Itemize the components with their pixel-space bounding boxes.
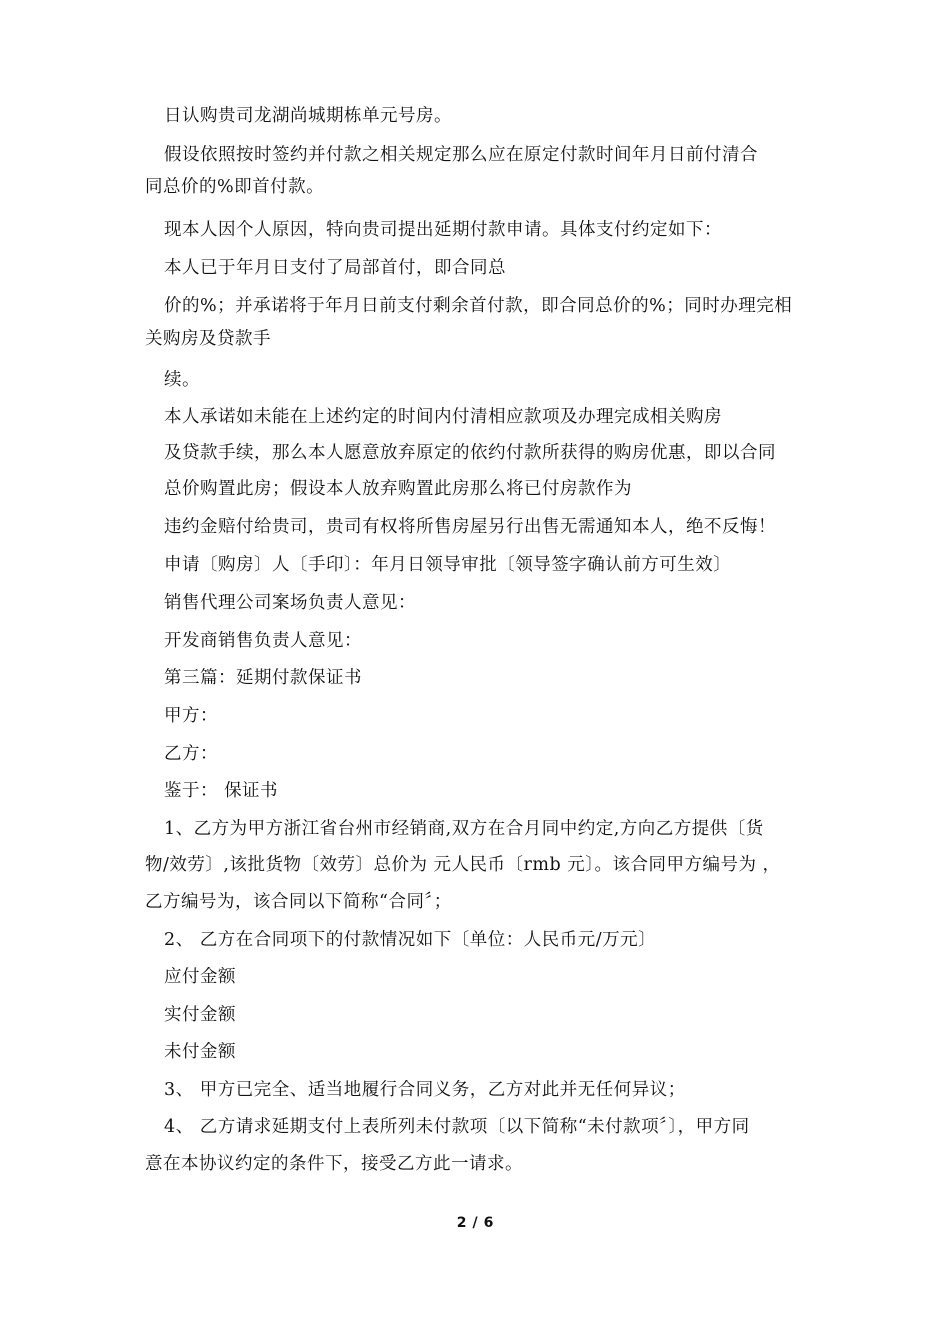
text-line: 4、 乙方请求延期支付上表所列未付款项〔以下简称“未付款项〞〕，甲方同 [164, 1117, 750, 1137]
text-line: 总价购置此房；假设本人放弃购置此房那么将已付房款作为 [164, 479, 632, 499]
text-line: 价的%；并承诺将于年月日前支付剩余首付款，即合同总价的%；同时办理完相 [164, 296, 793, 316]
text-line: 乙方编号为，该合同以下简称“合同〞； [145, 892, 452, 912]
text-line: 违约金赔付给贵司，贵司有权将所售房屋另行出售无需通知本人，绝不反悔！ [164, 517, 776, 537]
text-line: 申请〔购房〕人〔手印〕：年月日领导审批〔领导签字确认前方可生效〕 [164, 555, 732, 575]
text-line: 鉴于： 保证书 [164, 781, 279, 801]
text-line: 现本人因个人原因，特向贵司提出延期付款申请。具体支付约定如下： [164, 220, 722, 240]
text-line: 未付金额 [164, 1042, 236, 1062]
text-line: 同总价的%即首付款。 [145, 177, 325, 197]
section-title: 第三篇：延期付款保证书 [164, 668, 362, 688]
text-line: 销售代理公司案场负责人意见： [164, 593, 416, 613]
text-line: 及贷款手续，那么本人愿意放弃原定的依约付款所获得的购房优惠，即以合同 [164, 443, 776, 463]
text-line: 甲方： [164, 706, 218, 726]
text-line: 2、 乙方在合同项下的付款情况如下〔单位：人民币元/万元〕 [164, 930, 657, 950]
text-line: 续。 [164, 370, 200, 390]
text-line: 开发商销售负责人意见： [164, 631, 362, 651]
text-line: 乙方： [164, 744, 218, 764]
text-line: 实付金额 [164, 1005, 236, 1025]
text-line: 假设依照按时签约并付款之相关规定那么应在原定付款时间年月日前付清合 [164, 145, 758, 165]
text-line: 日认购贵司龙湖尚城期栋单元号房。 [164, 106, 452, 126]
text-line: 3、 甲方已完全、适当地履行合同义务，乙方对此并无任何异议； [164, 1080, 686, 1100]
page-current: 2 [456, 1215, 467, 1231]
text-line: 本人承诺如未能在上述约定的时间内付清相应款项及办理完成相关购房 [164, 407, 722, 427]
text-line: 应付金额 [164, 967, 236, 987]
text-line: 意在本协议约定的条件下，接受乙方此一请求。 [145, 1154, 523, 1174]
page-total: 6 [483, 1215, 494, 1231]
page-separator: / [472, 1215, 478, 1231]
text-line: 物/效劳〕,该批货物〔效劳〕总价为 元人民币〔rmb 元〕。该合同甲方编号为 ， [145, 855, 781, 875]
text-line: 本人已于年月日支付了局部首付，即合同总 [164, 258, 506, 278]
text-line: 关购房及贷款手 [145, 329, 271, 349]
text-line: 1、乙方为甲方浙江省台州市经销商,双方在合月同中约定,方向乙方提供〔货 [164, 819, 764, 839]
page-number [0, 1214, 950, 1232]
